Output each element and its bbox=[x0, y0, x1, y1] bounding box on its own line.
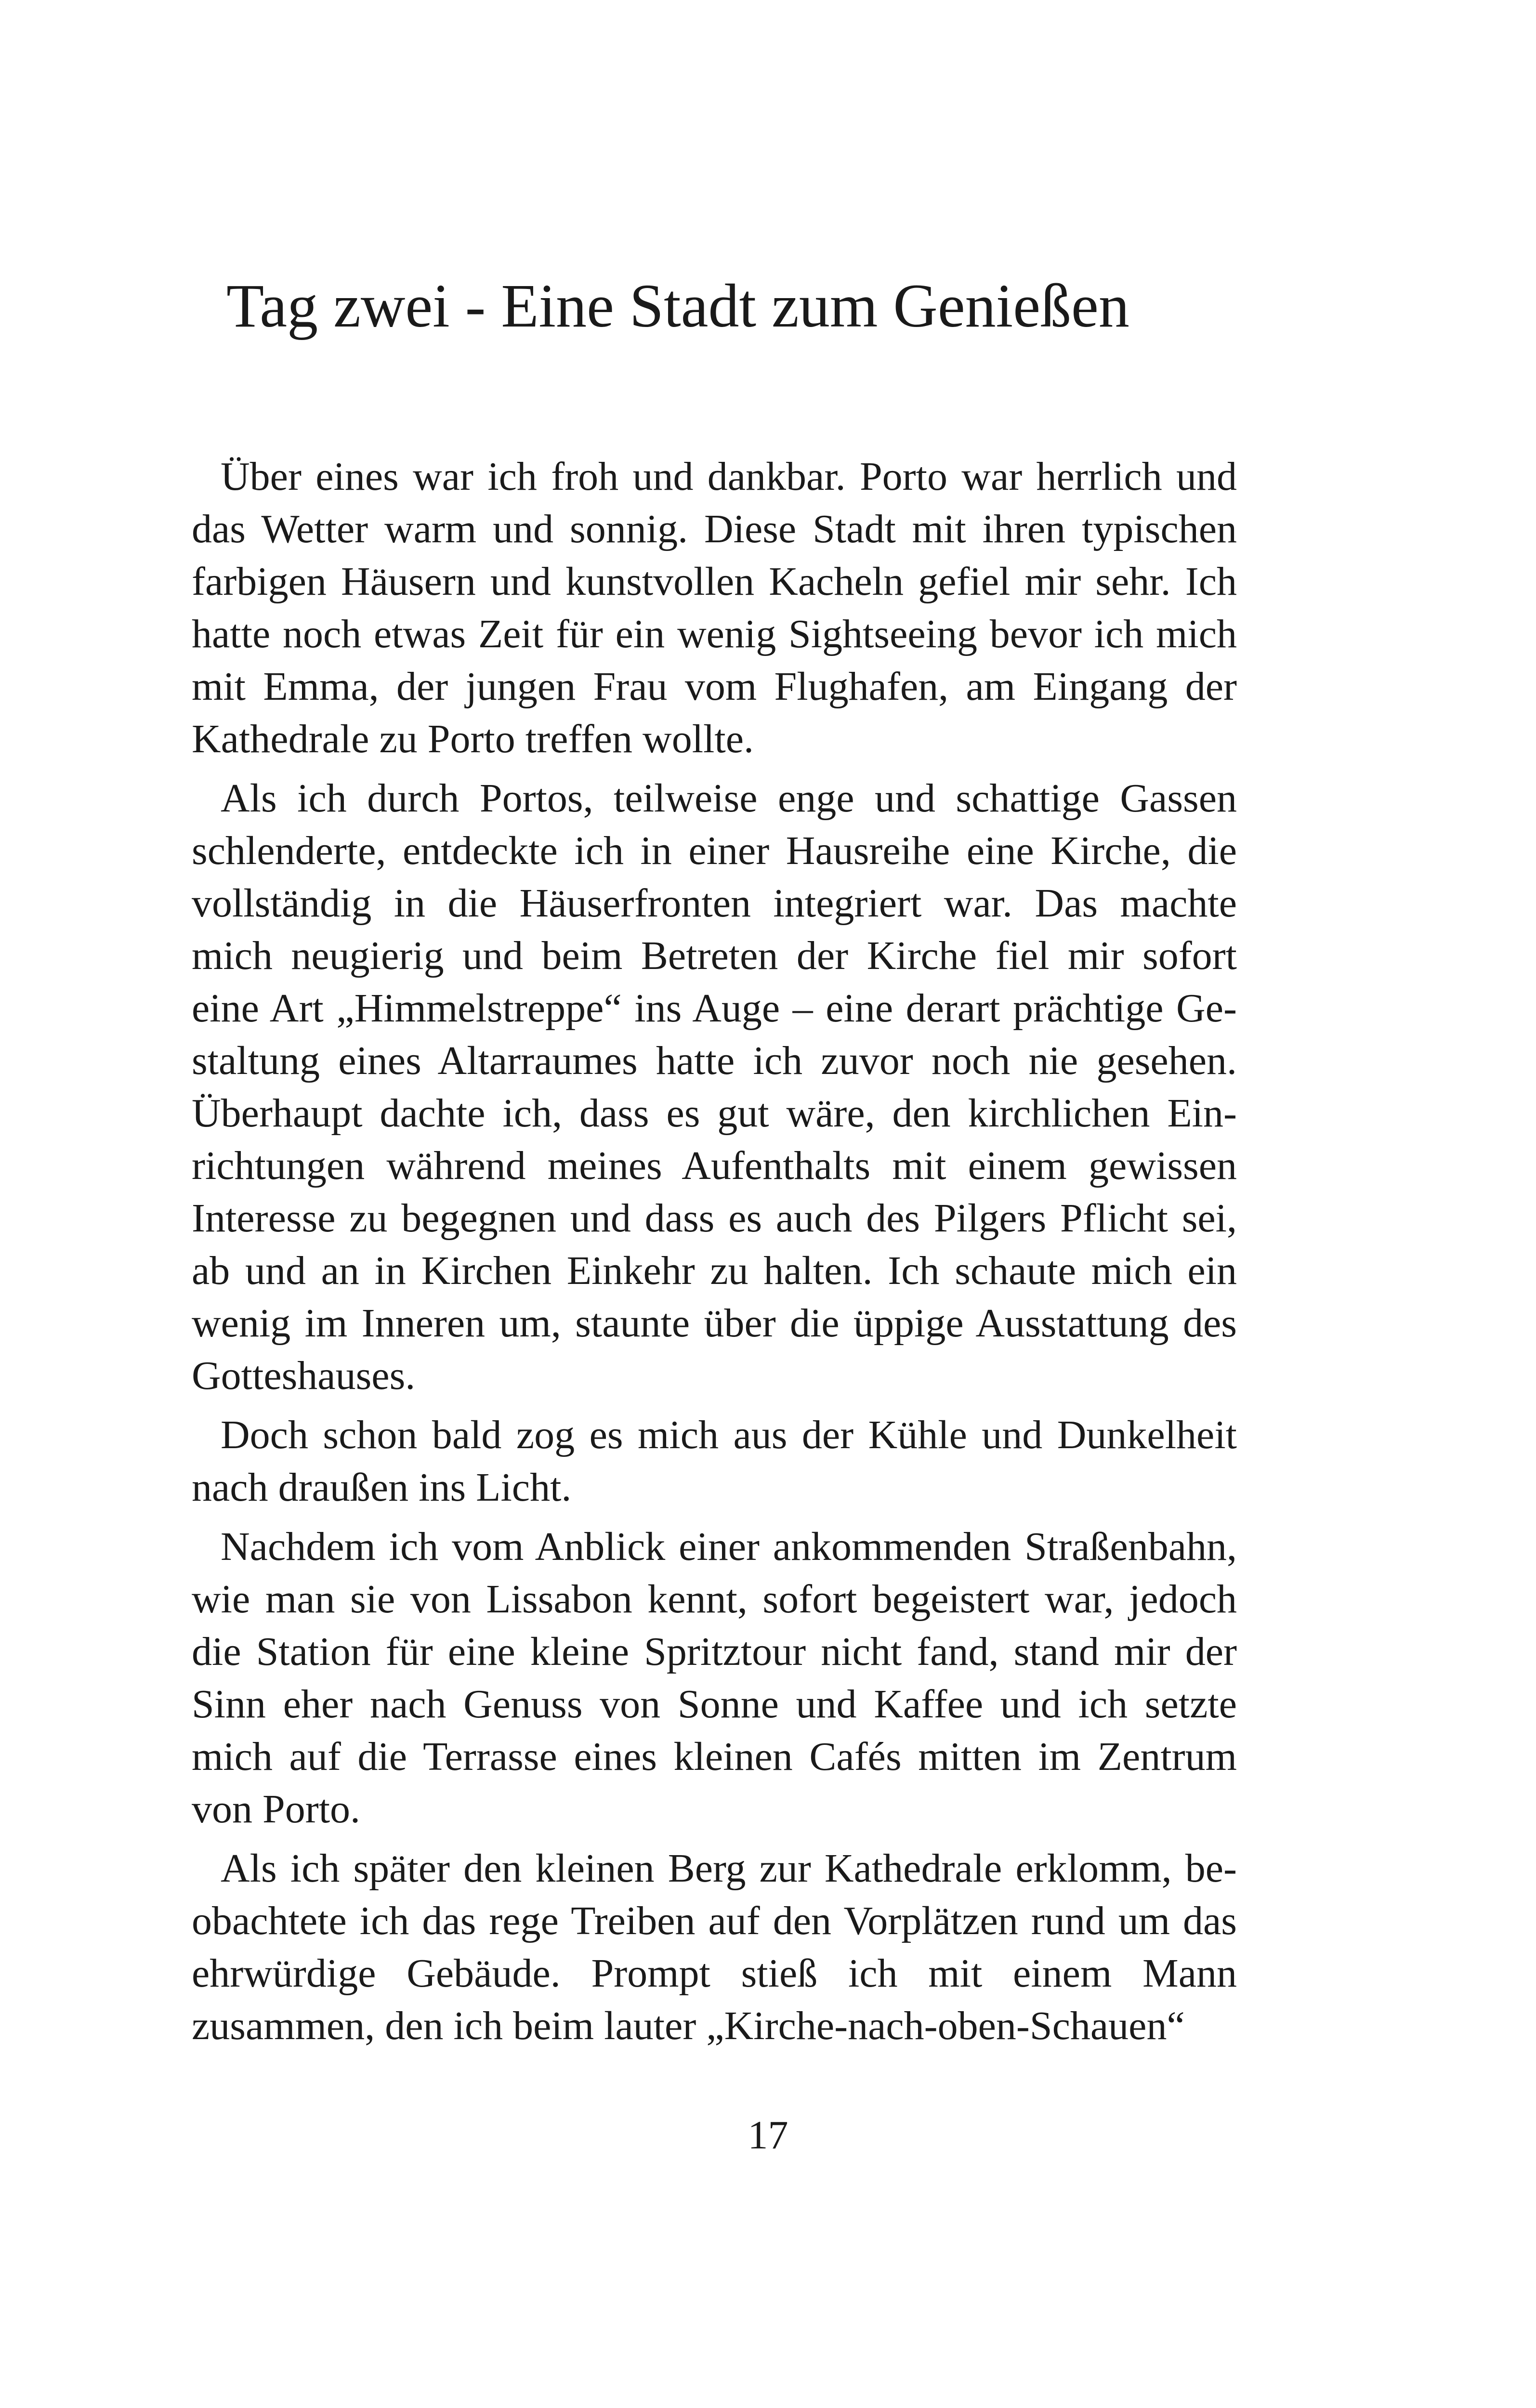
page-number: 17 bbox=[748, 2113, 788, 2158]
paragraph: Doch schon bald zog es mich aus der Kühle und Dunkelheit nach draußen ins Licht. bbox=[192, 1413, 1237, 1510]
body-text bbox=[192, 450, 1237, 2059]
paragraph: Über eines war ich froh und dankbar. Porto war herrlich und das Wetter warm und sonnig. Diese Stadt mit ihren typischen farbigen Häusern und kunstvollen Kacheln gefiel mir sehr. Ich hatte noch etwas Zeit für ein wenig Sightseeing bevor ich mich mit Emma, der jungen Frau vom Flughafen, am Eingang der Kathedrale zu Porto treffen wollte. bbox=[192, 454, 1237, 761]
paragraph: Nachdem ich vom Anblick einer ankommenden Straßenbahn, wie man sie von Lissabon kennt, sofort begeistert war, jedoch die Station für eine kleine Spritztour nicht fand, stand mir der Sinn eher nach Genuss von Sonne und Kaffee und ich setzte mich auf die Terrasse eines kleinen Cafés mitten im Zentrum von Porto. bbox=[192, 1524, 1237, 1832]
paragraph: Als ich später den kleinen Berg zur Kathedrale erklomm, beobachtete ich das rege Treiben auf den Vorplätzen rund um das ehrwürdige Gebäude. Prompt stieß ich mit einem Mann zusammen, den ich beim lauter „Kirche-nach-oben-Schauen“ bbox=[192, 1846, 1237, 2048]
chapter-title: Tag zwei - Eine Stadt zum Genießen bbox=[226, 272, 1129, 340]
paragraph: Als ich durch Portos, teilweise enge und schattige Gassen schlenderte, entdeckte ich in einer Hausreihe eine Kirche, die vollständig in die Häuserfronten integriert war. Das machte mich neugierig und beim Betreten der Kirche fiel mir sofort eine Art „Himmelstreppe“ ins Auge – eine derart prächtige Gestaltung eines Altarraumes hatte ich zuvor noch nie gesehen. Überhaupt dachte ich, dass es gut wäre, den kirchlichen Einrichtungen während meines Aufenthalts mit einem gewissen Interesse zu begegnen und dass es auch des Pilgers Pflicht sei, ab und an in Kirchen Einkehr zu halten. Ich schaute mich ein wenig im Inneren um, staunte über die üppige Ausstattung des Gotteshauses. bbox=[192, 776, 1237, 1398]
